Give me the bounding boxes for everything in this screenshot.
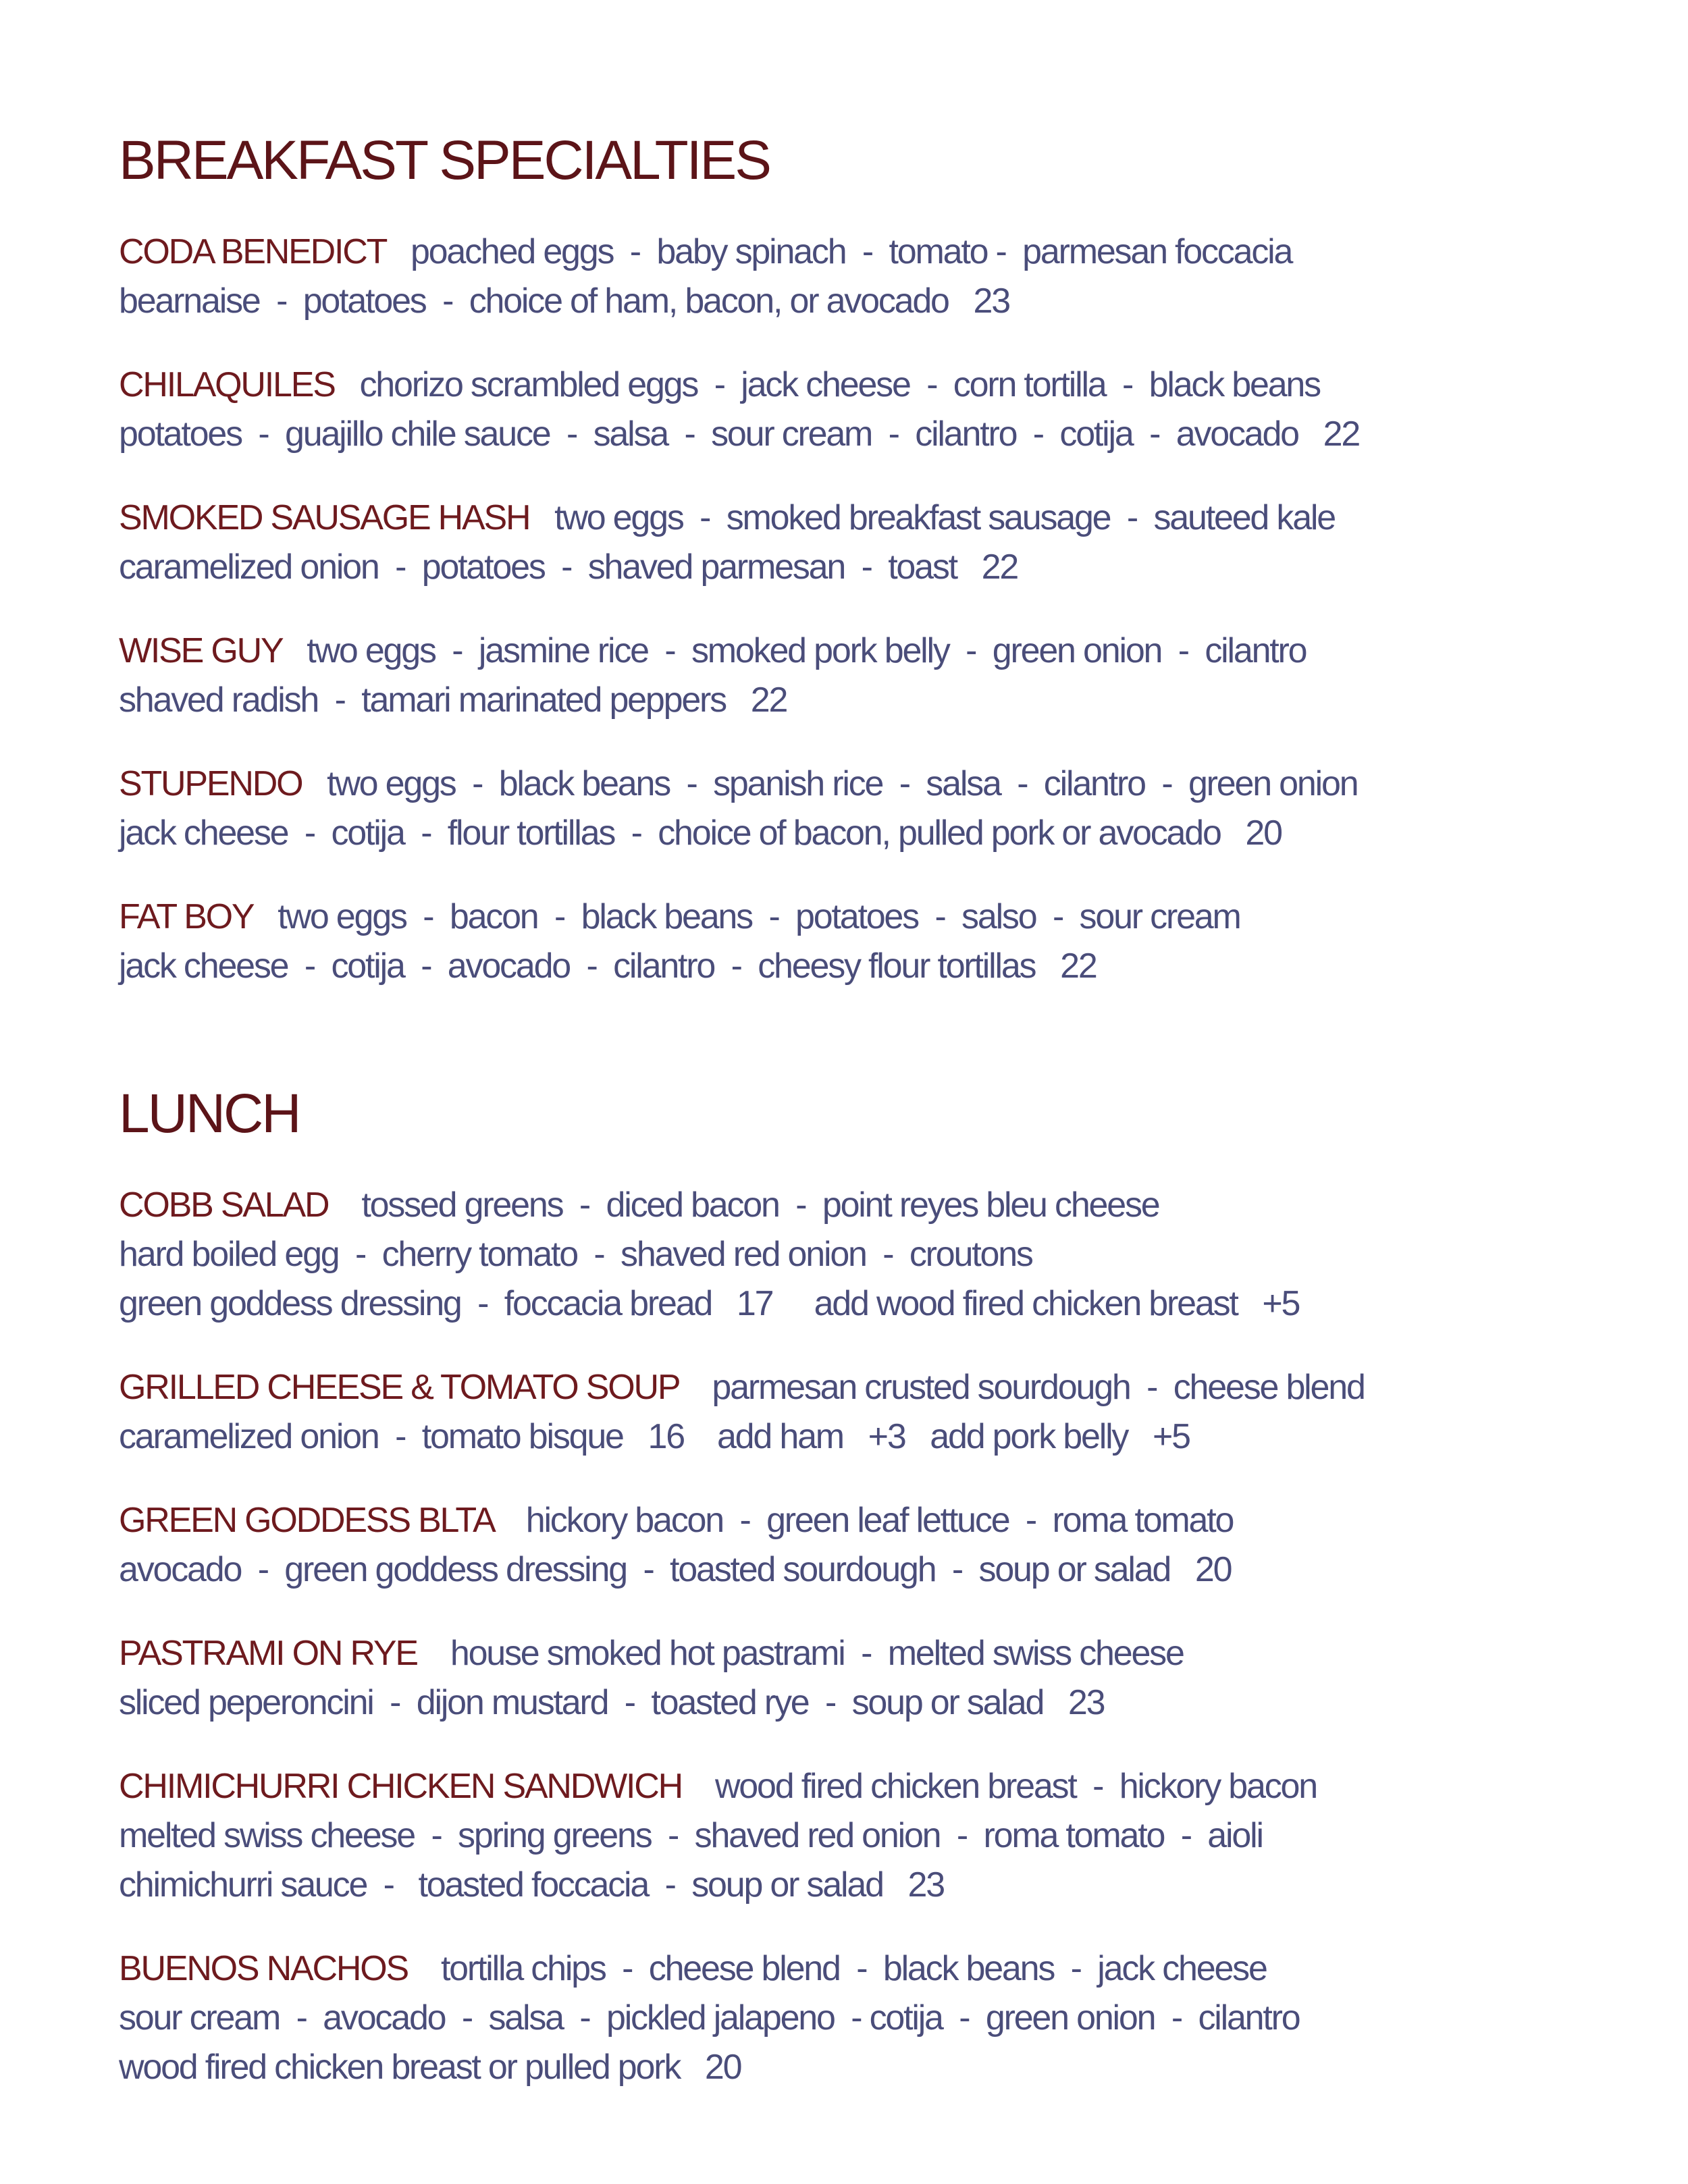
menu-item-coda-benedict (119, 228, 1631, 326)
item-description: melted swiss cheese - spring greens - shaved red onion - roma tomato - aioli (119, 1816, 1263, 1855)
item-description: wood fired chicken breast - hickory bacon (714, 1767, 1317, 1806)
menu-item-green-goddess-blta (119, 1496, 1631, 1595)
item-description: potatoes - guajillo chile sauce - salsa - sour cream - cilantro - cotija - avocado 22 (119, 415, 1360, 454)
item-name: CODA BENEDICT (119, 232, 386, 271)
item-description: parmesan crusted sourdough - cheese blend (712, 1368, 1365, 1407)
item-description: jack cheese - cotija - flour tortillas - choice of bacon, pulled pork or avocado 20 (119, 814, 1282, 853)
item-description: chorizo scrambled eggs - jack cheese - corn tortilla - black beans (359, 365, 1320, 404)
menu-page (119, 0, 1631, 2127)
item-name: CHILAQUILES (119, 365, 335, 404)
item-description: sour cream - avocado - salsa - pickled jalapeno - cotija - green onion - cilantro (119, 1998, 1300, 2037)
item-description: wood fired chicken breast or pulled pork 20 (119, 2048, 741, 2087)
menu-item-wise-guy (119, 627, 1631, 725)
item-name: SMOKED SAUSAGE HASH (119, 498, 530, 537)
item-description: chimichurri sauce - toasted foccacia - soup or salad 23 (119, 1865, 944, 1905)
item-description: green goddess dressing - foccacia bread 17 add wood fired chicken breast +5 (119, 1284, 1300, 1323)
item-description: bearnaise - potatoes - choice of ham, bacon, or avocado 23 (119, 282, 1009, 321)
menu-item-buenos-nachos (119, 1944, 1631, 2092)
item-description: jack cheese - cotija - avocado - cilantro - cheesy flour tortillas 22 (119, 947, 1097, 986)
item-description: two eggs - black beans - spanish rice - salsa - cilantro - green onion (327, 764, 1358, 803)
breakfast-items (119, 228, 1631, 991)
menu-item-cobb-salad (119, 1181, 1631, 1329)
menu-item-chilaquiles (119, 361, 1631, 459)
item-description: tortilla chips - cheese blend - black beans - jack cheese (440, 1949, 1267, 1988)
item-name: CHIMICHURRI CHICKEN SANDWICH (119, 1767, 682, 1806)
menu-item-chimichurri-chicken-sandwich (119, 1762, 1631, 1910)
lunch-section-title: LUNCH (119, 1083, 300, 1144)
item-description: avocado - green goddess dressing - toasted sourdough - soup or salad 20 (119, 1550, 1232, 1589)
item-description: caramelized onion - tomato bisque 16 add ham +3 add pork belly +5 (119, 1417, 1190, 1456)
item-description: hickory bacon - green leaf lettuce - roma tomato (525, 1501, 1234, 1540)
item-description: two eggs - jasmine rice - smoked pork belly - green onion - cilantro (307, 631, 1307, 670)
item-name: STUPENDO (119, 764, 302, 803)
item-name: GREEN GODDESS BLTA (119, 1501, 493, 1540)
item-description: hard boiled egg - cherry tomato - shaved red onion - croutons (119, 1235, 1032, 1274)
item-description: sliced peperoncini - dijon mustard - toasted rye - soup or salad 23 (119, 1683, 1105, 1722)
item-name: GRILLED CHEESE & TOMATO SOUP (119, 1368, 679, 1407)
item-description: two eggs - bacon - black beans - potatoes - salso - sour cream (278, 897, 1240, 936)
lunch-items (119, 1181, 1631, 2092)
item-name: PASTRAMI ON RYE (119, 1634, 417, 1673)
item-description: poached eggs - baby spinach - tomato - parmesan foccacia (410, 232, 1292, 271)
menu-item-pastrami-on-rye (119, 1629, 1631, 1728)
item-name: FAT BOY (119, 897, 253, 936)
menu-item-grilled-cheese-tomato-soup (119, 1363, 1631, 1462)
menu-item-fat-boy (119, 893, 1631, 991)
item-name: BUENOS NACHOS (119, 1949, 408, 1988)
item-description: house smoked hot pastrami - melted swiss cheese (450, 1634, 1184, 1673)
item-name: COBB SALAD (119, 1186, 329, 1225)
breakfast-section-title: BREAKFAST SPECIALTIES (119, 130, 770, 191)
menu-item-smoked-sausage-hash (119, 494, 1631, 592)
item-description: two eggs - smoked breakfast sausage - sauteed kale (554, 498, 1335, 537)
item-description: caramelized onion - potatoes - shaved parmesan - toast 22 (119, 548, 1018, 587)
item-description: shaved radish - tamari marinated peppers 22 (119, 681, 787, 720)
item-description: tossed greens - diced bacon - point reyes bleu cheese (361, 1186, 1159, 1225)
menu-item-stupendo (119, 760, 1631, 858)
item-name: WISE GUY (119, 631, 282, 670)
